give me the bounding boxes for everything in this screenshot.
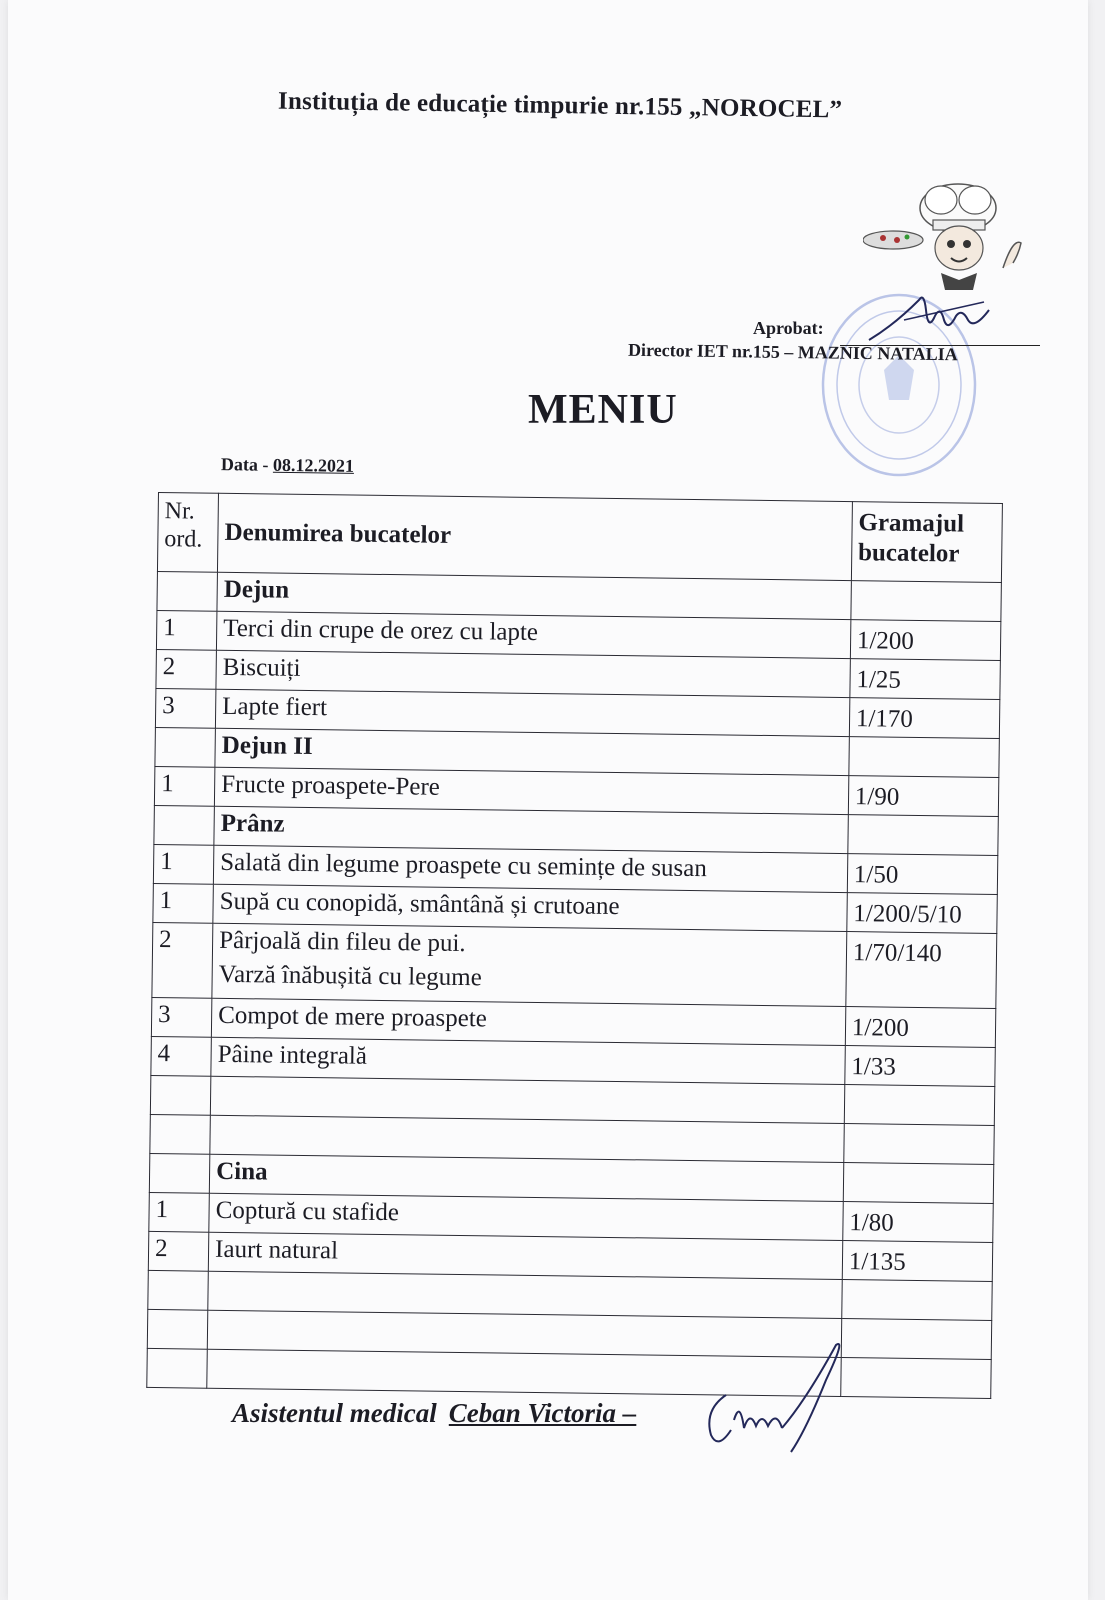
table-header-row xyxy=(157,493,1002,583)
cell-nr: 1 xyxy=(153,844,214,884)
cell-nr: 2 xyxy=(152,922,213,998)
cell-dish-name xyxy=(212,923,847,1006)
cell-nr xyxy=(150,1075,211,1115)
header-gram-line1: Gramajul xyxy=(858,509,965,538)
menu-document xyxy=(8,0,1088,1600)
cell-gram: 1/135 xyxy=(842,1241,993,1282)
cell-gram: 1/33 xyxy=(845,1046,996,1087)
cell-nr xyxy=(157,571,218,611)
cell-nr: 1 xyxy=(153,883,214,923)
header-gram-line2: bucatelor xyxy=(857,539,960,568)
cell-dish-name: Coptură cu stafide xyxy=(209,1193,843,1240)
header-nr-line2: ord. xyxy=(164,526,203,553)
cell-gram xyxy=(841,1358,992,1399)
footer-name: Ceban Victoria – xyxy=(448,1398,637,1428)
cell-gram: 1/90 xyxy=(848,776,999,817)
cell-nr xyxy=(149,1153,210,1193)
cell-nr: 1 xyxy=(154,766,215,806)
cell-nr: 4 xyxy=(151,1036,212,1076)
menu-table xyxy=(146,492,1003,1399)
dish-name-line1: Pârjoală din fileu de pui. xyxy=(219,926,466,958)
dish-name-line2: Varză înăbușită cu legume xyxy=(218,960,483,992)
cell-gram: 1/80 xyxy=(843,1202,994,1243)
cell-gram xyxy=(849,737,1000,778)
date-row xyxy=(221,454,354,477)
footer-signoff xyxy=(232,1398,636,1429)
cell-dish-name: Compot de mere proaspete xyxy=(211,998,845,1045)
cell-gram: 1/200/5/10 xyxy=(847,893,998,934)
cell-dish-name: Terci din crupe de orez cu lapte xyxy=(216,611,850,658)
cell-section-title: Cina xyxy=(209,1154,843,1201)
cell-section-title: Prânz xyxy=(214,806,848,853)
cell-gram xyxy=(844,1124,995,1165)
cell-gram xyxy=(851,581,1002,622)
cell-section-title: Dejun II xyxy=(215,728,849,775)
cell-gram xyxy=(843,1163,994,1204)
cell-nr xyxy=(150,1114,211,1154)
cell-dish-name: Supă cu conopidă, smântână și crutoane xyxy=(213,884,847,931)
cell-nr xyxy=(154,805,215,845)
cell-nr: 2 xyxy=(148,1231,209,1271)
cell-nr xyxy=(155,727,216,767)
cell-nr: 1 xyxy=(149,1192,210,1232)
cell-gram xyxy=(841,1319,992,1360)
cell-nr: 1 xyxy=(156,610,217,650)
cell-dish-name: Biscuiți xyxy=(216,650,850,697)
cell-nr: 2 xyxy=(156,649,217,689)
cell-gram: 1/50 xyxy=(847,854,998,895)
cell-dish-name: Iaurt natural xyxy=(208,1232,842,1279)
header-nr-line1: Nr. xyxy=(164,498,195,525)
cell-dish-name: Lapte fiert xyxy=(215,689,849,736)
cell-gram: 1/200 xyxy=(850,620,1001,661)
cell-gram: 1/70/140 xyxy=(846,932,997,1009)
cell-gram xyxy=(844,1085,995,1126)
footer-role: Asistentul medical xyxy=(232,1398,437,1428)
menu-table-wrapper xyxy=(146,492,1010,1399)
cell-nr xyxy=(147,1309,208,1349)
approved-label: Aprobat: xyxy=(753,318,824,338)
header-nr xyxy=(157,493,218,573)
cell-gram: 1/200 xyxy=(845,1007,996,1048)
header-gram xyxy=(851,502,1002,583)
cell-nr xyxy=(148,1270,209,1310)
cell-gram xyxy=(842,1280,993,1321)
cell-section-title: Dejun xyxy=(217,572,851,619)
date-label: Data - xyxy=(220,454,274,475)
cell-dish-name: Salată din legume proaspete cu semințe de susan xyxy=(213,845,847,892)
cell-nr: 3 xyxy=(155,688,216,728)
cell-dish-name: Fructe proaspete-Pere xyxy=(214,767,848,814)
medical-assistant-signature xyxy=(696,1340,856,1455)
header-name: Denumirea bucatelor xyxy=(218,493,853,580)
cell-nr xyxy=(147,1348,208,1388)
cell-gram: 1/25 xyxy=(850,659,1001,700)
table-row xyxy=(152,922,997,1008)
cell-gram: 1/170 xyxy=(849,698,1000,739)
director-line: Director IET nr.155 – MAZNIC NATALIA xyxy=(627,339,958,365)
cell-gram xyxy=(848,815,999,856)
date-value: 08.12.2021 xyxy=(272,454,355,476)
institution-name: Instituția de educație timpurie nr.155 „NOROCEL” xyxy=(277,87,843,124)
cell-nr: 3 xyxy=(151,997,212,1037)
page-title: MENIU xyxy=(528,387,678,433)
cell-dish-name: Pâine integrală xyxy=(211,1037,845,1084)
director-signature xyxy=(864,280,994,350)
